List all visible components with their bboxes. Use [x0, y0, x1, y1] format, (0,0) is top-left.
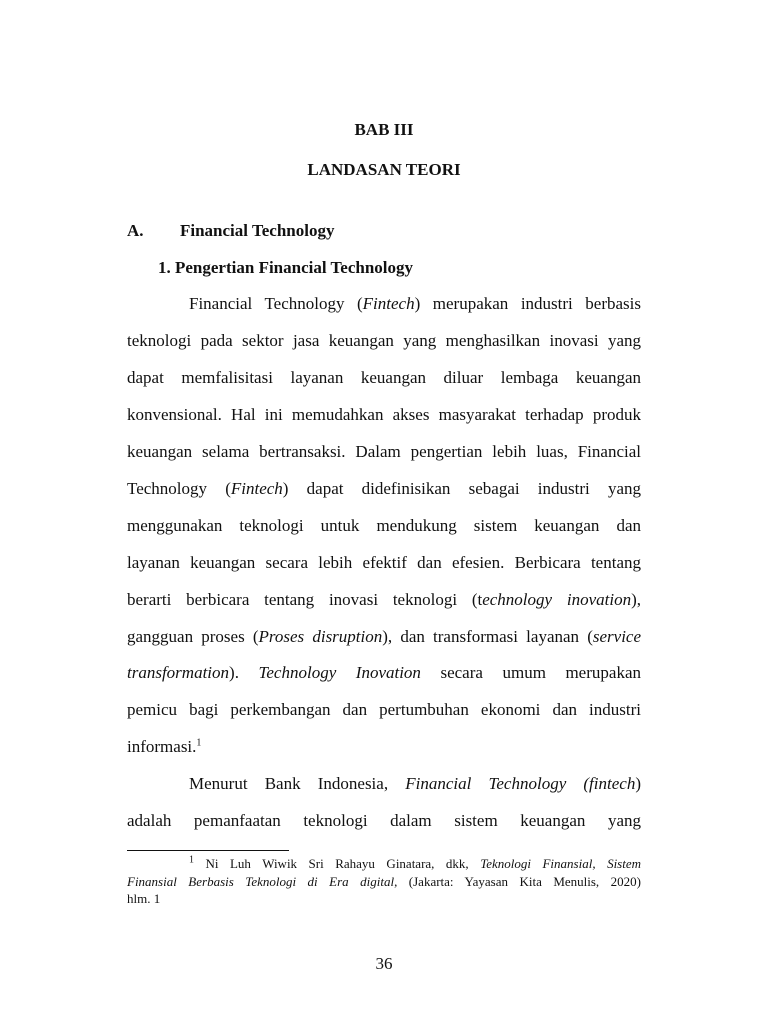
paragraph-line: Technology (Fintech) dapat didefinisikan sebagai industri yang: [127, 479, 641, 498]
footnote-line: Finansial Berbasis Teknologi di Era digital, (Jakarta: Yayasan Kita Menulis, 2020): [127, 874, 641, 889]
paragraph-line: dapat memfalisitasi layanan keuangan diluar lembaga keuangan: [127, 368, 641, 387]
paragraph-line: teknologi pada sektor jasa keuangan yang menghasilkan inovasi yang: [127, 331, 641, 350]
paragraph-line: gangguan proses (Proses disruption), dan transformasi layanan (service: [127, 627, 642, 646]
chapter-title: LANDASAN TEORI: [307, 160, 461, 179]
paragraph-line: transformation). Technology Inovation secara umum merupakan: [127, 663, 641, 682]
paragraph-line: adalah pemanfaatan teknologi dalam sistem keuangan yang: [127, 811, 641, 830]
chapter-number: BAB III: [354, 120, 414, 139]
section-title: Financial Technology: [180, 221, 335, 240]
paragraph-line: menggunakan teknologi untuk mendukung sistem keuangan dan: [127, 516, 641, 535]
subsection-title: 1. Pengertian Financial Technology: [158, 258, 414, 277]
paragraph-line: keuangan selama bertransaksi. Dalam pengertian lebih luas, Financial: [127, 442, 641, 461]
paragraph-line: pemicu bagi perkembangan dan pertumbuhan ekonomi dan industri: [127, 700, 641, 719]
paragraph-line: layanan keuangan secara lebih efektif dan efesien. Berbicara tentang: [127, 553, 641, 572]
paragraph-line: Menurut Bank Indonesia, Financial Technology (fintech): [189, 774, 641, 793]
paragraph-line: Financial Technology (Fintech) merupakan industri berbasis: [189, 294, 641, 313]
paragraph-line: berarti berbicara tentang inovasi teknologi (technology inovation),: [127, 590, 641, 609]
page-number: 36: [375, 954, 393, 973]
footnote-number: 1: [189, 854, 194, 866]
paragraph-line: informasi.$^1$: [127, 737, 202, 756]
footnote-line: $^1$ Ni Luh Wiwik Sri Rahayu Ginatara, dkk, Teknologi Finansial, Sistem: [189, 854, 642, 871]
section-marker: A.: [127, 221, 144, 240]
paragraph-line: konvensional. Hal ini memudahkan akses masyarakat terhadap produk: [127, 405, 641, 424]
footnote-reference[interactable]: 1: [196, 737, 202, 749]
footnote-divider: [127, 850, 289, 851]
footnote-line: hlm. 1: [127, 891, 161, 906]
